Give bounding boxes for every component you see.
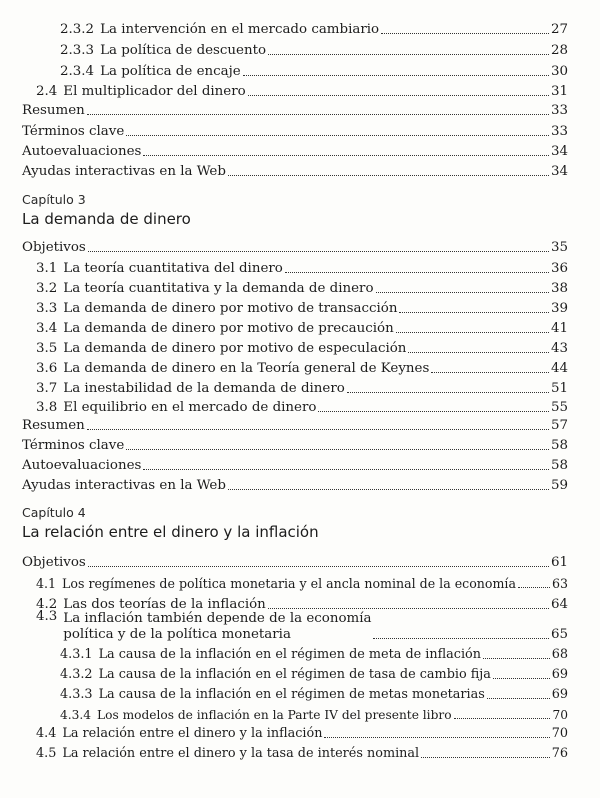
toc-entry-page: 68 [551, 647, 568, 662]
toc-entry [60, 39, 568, 59]
toc-entry-title: La demanda de dinero por motivo de especulación [63, 341, 407, 356]
leader-dots [493, 678, 550, 679]
toc-entry-page: 39 [550, 301, 568, 316]
toc-entry-title: La teoría cuantitativa del dinero [63, 261, 283, 276]
toc-entry-title: Objetivos [22, 555, 86, 570]
leader-dots [243, 75, 549, 76]
toc-entry-title: Términos clave [22, 124, 125, 139]
toc-entry-page: 58 [550, 438, 568, 453]
toc-entry-title: Objetivos [22, 240, 86, 255]
leader-dots [421, 757, 550, 758]
toc-entry [36, 357, 568, 377]
leader-dots [285, 272, 549, 273]
toc-entry-number: 4.4 [36, 726, 57, 741]
toc-entry-page: 63 [551, 576, 568, 591]
toc-entry [60, 18, 568, 38]
leader-dots [228, 175, 549, 176]
toc-entry-title: La política de descuento [100, 43, 267, 58]
toc-entry-page: 59 [550, 478, 568, 493]
toc-entry-number: 4.2 [36, 597, 58, 612]
toc-entry-page: 69 [551, 687, 568, 702]
toc-entry [36, 377, 568, 397]
leader-dots [518, 587, 550, 588]
leader-dots [126, 449, 549, 450]
toc-entry [60, 663, 568, 683]
leader-dots [376, 292, 549, 293]
toc-entry-title: Autoevaluaciones [22, 458, 142, 473]
toc-entry-title [63, 611, 371, 643]
toc-entry [22, 236, 568, 256]
toc-entry-title: Resumen [22, 418, 85, 433]
toc-entry [36, 572, 568, 592]
toc-entry-title: Ayudas interactivas en la Web [22, 164, 226, 179]
toc-entry [36, 80, 568, 100]
toc-entry-page: 41 [550, 321, 568, 336]
leader-dots [373, 638, 548, 639]
toc-entry-title: El multiplicador del dinero [63, 84, 246, 99]
toc-entry-number: 3.6 [36, 361, 58, 376]
toc-entry-title: La demanda de dinero en la Teoría general de Keynes [63, 361, 430, 376]
toc-entry-number: 2.4 [36, 84, 58, 99]
toc-entry-title-line1: La inflación también depende de la economía [63, 611, 372, 626]
toc-entry-number: 4.3.4 [60, 708, 92, 722]
toc-entry [36, 742, 568, 762]
toc-entry-number: 4.3.1 [60, 647, 93, 662]
toc-entry [60, 60, 568, 80]
toc-entry-title: La demanda de dinero por motivo de precaución [63, 321, 394, 336]
leader-dots [143, 155, 549, 156]
leader-dots [487, 698, 550, 699]
leader-dots [143, 469, 549, 470]
toc-entry-title: La demanda de dinero por motivo de transacción [63, 301, 398, 316]
toc-entry-page: 28 [550, 43, 568, 58]
toc-entry-number: 4.3.3 [60, 687, 93, 702]
leader-dots [483, 658, 550, 659]
chapter-title: La demanda de dinero [22, 210, 191, 228]
toc-entry-title: Resumen [22, 103, 85, 118]
toc-entry [22, 99, 568, 119]
toc-entry-number: 2.3.3 [60, 43, 95, 58]
toc-entry [36, 396, 568, 416]
toc-entry [36, 337, 568, 357]
toc-entry-title: La política de encaje [100, 64, 241, 79]
leader-dots [454, 718, 550, 719]
leader-dots [318, 411, 549, 412]
toc-entry-title: Los modelos de inflación en la Parte IV del presente libro [97, 708, 452, 722]
toc-entry [36, 257, 568, 277]
toc-entry-title: La relación entre el dinero y la inflación [62, 726, 323, 741]
toc-entry-page: 30 [550, 64, 568, 79]
toc-entry-page: 38 [550, 281, 568, 296]
chapter-label: Capítulo 4 [22, 505, 86, 520]
toc-entry-number: 3.5 [36, 341, 58, 356]
chapter-label: Capítulo 3 [22, 192, 86, 207]
toc-entry-number: 3.4 [36, 321, 58, 336]
toc-entry-title: Autoevaluaciones [22, 144, 142, 159]
leader-dots [324, 737, 549, 738]
toc-entry-title: La causa de la inflación en el régimen de metas monetarias [98, 687, 485, 702]
toc-entry-page: 64 [550, 597, 568, 612]
toc-entry-page: 31 [550, 84, 568, 99]
toc-entry [36, 297, 568, 317]
toc-entry [60, 703, 568, 723]
leader-dots [228, 489, 549, 490]
leader-dots [347, 392, 549, 393]
toc-entry [22, 414, 568, 434]
leader-dots [431, 372, 549, 373]
toc-entry-title: La inestabilidad de la demanda de dinero [63, 381, 345, 396]
toc-entry-number: 4.3.2 [60, 667, 93, 682]
leader-dots [248, 95, 549, 96]
toc-entry-number: 2.3.4 [60, 64, 95, 79]
toc-entry-page: 35 [550, 240, 568, 255]
toc-entry [22, 434, 568, 454]
toc-entry-page: 61 [550, 555, 568, 570]
toc-entry-page: 55 [550, 400, 568, 415]
toc-entry-page: 34 [550, 164, 568, 179]
toc-entry-page: 36 [550, 261, 568, 276]
leader-dots [381, 33, 549, 34]
toc-entry-title: Ayudas interactivas en la Web [22, 478, 226, 493]
toc-entry-page: 65 [550, 627, 568, 642]
toc-entry [22, 160, 568, 180]
toc-entry-page: 51 [550, 381, 568, 396]
leader-dots [268, 54, 549, 55]
toc-entry-number: 3.1 [36, 261, 58, 276]
toc-entry-title: La causa de la inflación en el régimen de tasa de cambio fija [98, 667, 491, 682]
toc-entry-number: 4.3 [36, 609, 58, 624]
toc-entry-page: 69 [551, 667, 568, 682]
toc-entry-page: 27 [550, 22, 568, 37]
chapter-title: La relación entre el dinero y la inflación [22, 523, 319, 541]
toc-entry-number: 3.2 [36, 281, 58, 296]
toc-entry [36, 722, 568, 742]
leader-dots [408, 352, 549, 353]
toc-entry [22, 120, 568, 140]
toc-entry-page: 44 [550, 361, 568, 376]
toc-entry-page: 70 [551, 726, 568, 741]
toc-entry-title: La teoría cuantitativa y la demanda de dinero [63, 281, 374, 296]
toc-entry-page: 58 [550, 458, 568, 473]
toc-entry-number: 3.3 [36, 301, 58, 316]
toc-entry-number: 4.5 [36, 746, 57, 761]
toc-entry-title: El equilibrio en el mercado de dinero [63, 400, 317, 415]
toc-entry [22, 140, 568, 160]
toc-entry-number: 2.3.2 [60, 22, 95, 37]
toc-entry-title-line2: política y de la política monetaria [63, 627, 291, 642]
toc-entry-title: La causa de la inflación en el régimen de meta de inflación [98, 647, 481, 662]
toc-entry-page: 57 [550, 418, 568, 433]
toc-entry-title: Las dos teorías de la inflación [63, 597, 266, 612]
leader-dots [87, 429, 549, 430]
toc-entry-title: Los regímenes de política monetaria y el ancla nominal de la economía [62, 576, 516, 591]
toc-entry-number: 3.8 [36, 400, 58, 415]
toc-entry-number: 4.1 [36, 576, 57, 591]
toc-entry-page: 34 [550, 144, 568, 159]
toc-entry-page: 33 [550, 103, 568, 118]
toc-entry [22, 474, 568, 494]
leader-dots [88, 251, 549, 252]
toc-entry-number: 3.7 [36, 381, 58, 396]
toc-entry-page: 70 [552, 708, 568, 722]
leader-dots [399, 312, 548, 313]
toc-entry-title: Términos clave [22, 438, 125, 453]
leader-dots [88, 566, 549, 567]
toc-entry-page: 33 [550, 124, 568, 139]
toc-entry [22, 454, 568, 474]
toc-entry-title: La relación entre el dinero y la tasa de interés nominal [62, 746, 420, 761]
toc-entry-page: 76 [551, 746, 568, 761]
toc-entry [60, 643, 568, 663]
toc-entry-title: La intervención en el mercado cambiario [100, 22, 380, 37]
toc-entry [60, 683, 568, 703]
toc-entry-page: 43 [550, 341, 568, 356]
toc-entry [22, 551, 568, 571]
leader-dots [126, 135, 549, 136]
toc-entry [36, 609, 568, 643]
leader-dots [396, 332, 549, 333]
toc-entry [36, 277, 568, 297]
toc-entry [36, 317, 568, 337]
leader-dots [87, 114, 549, 115]
